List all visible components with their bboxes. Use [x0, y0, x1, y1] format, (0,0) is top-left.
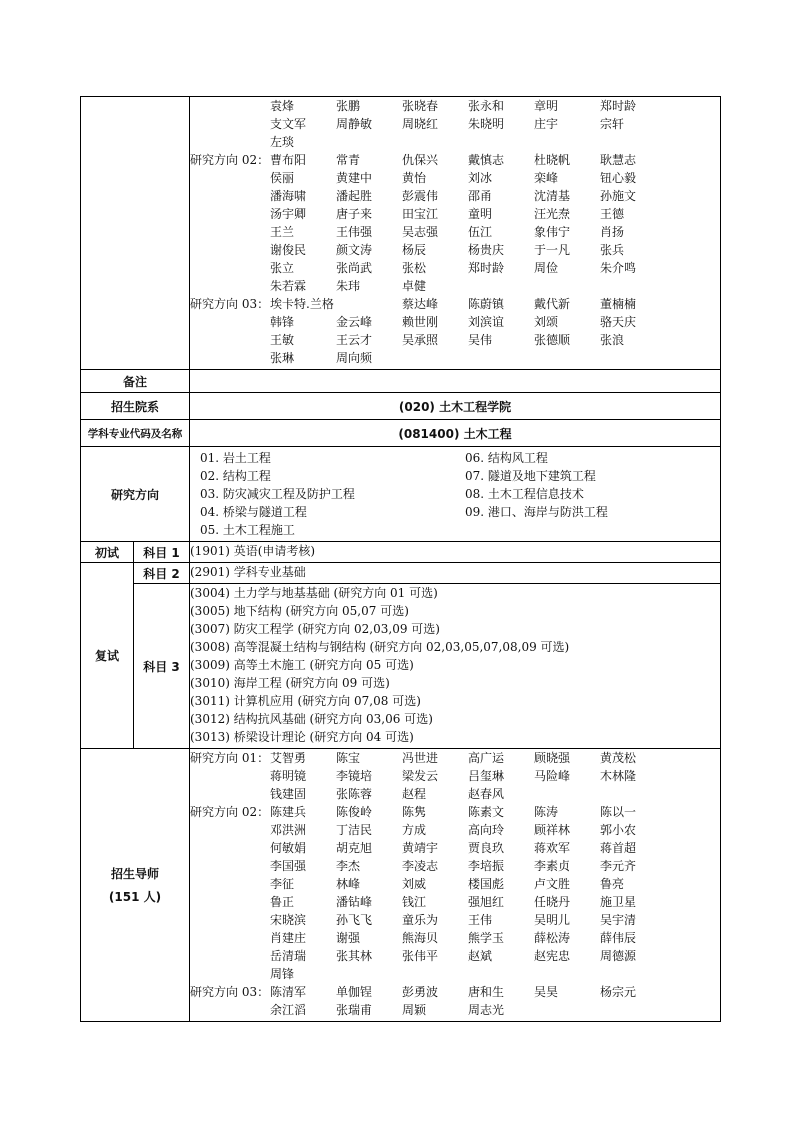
- advisor-name: 胡克旭: [336, 841, 373, 855]
- advisor-name: 周德源: [600, 949, 637, 963]
- advisor-name: 陈涛: [534, 805, 559, 819]
- advisor-name: 张松: [402, 261, 427, 275]
- subject3-item: (3004) 土力学与地基基础 (研究方向 01 可选): [190, 586, 438, 600]
- direction-item: 05. 土木工程施工: [200, 523, 295, 537]
- direction-prefix: [190, 893, 270, 911]
- direction-prefix: [190, 97, 270, 115]
- advisor-name: 钮心毅: [600, 171, 637, 185]
- advisors-label-cell: [81, 749, 190, 1022]
- advisor-name: 唐和生: [468, 985, 505, 999]
- advisor-name: 薛伟辰: [600, 931, 637, 945]
- advisor-name: 李凌志: [402, 859, 439, 873]
- advisor-name: 黄茂松: [600, 751, 637, 765]
- advisor-name: 杨宗元: [600, 985, 637, 999]
- advisor-name: 李培振: [468, 859, 505, 873]
- advisor-line: [190, 929, 720, 947]
- advisor-name: 周锋: [270, 967, 295, 981]
- direction-item: 07. 隧道及地下建筑工程: [465, 469, 596, 483]
- advisor-name: 陈宝: [336, 751, 361, 765]
- direction-prefix: [190, 929, 270, 947]
- retest-label: 复试: [81, 563, 134, 749]
- advisor-name: 埃卡特.兰格: [270, 297, 334, 311]
- direction-prefix: [190, 839, 270, 857]
- advisor-name: 袁烽: [270, 99, 295, 113]
- advisor-line: [190, 875, 720, 893]
- advisor-name: 于一凡: [534, 243, 571, 257]
- advisor-name: 吴明儿: [534, 913, 571, 927]
- advisor-name: 章明: [534, 99, 559, 113]
- advisor-name: 栾峰: [534, 171, 559, 185]
- advisor-name: 陈建兵: [270, 805, 307, 819]
- remarks-row: [81, 370, 721, 393]
- initial-subject1-label: 科目 1: [134, 542, 190, 563]
- advisor-continuation-list: [190, 97, 721, 370]
- advisor-line: [190, 133, 720, 151]
- direction-prefix: [190, 187, 270, 205]
- advisor-name: 谢强: [336, 931, 361, 945]
- direction-item: 09. 港口、海岸与防洪工程: [465, 505, 608, 519]
- retest-subject3-label: 科目 3: [134, 584, 190, 749]
- advisor-name: 邓洪洲: [270, 823, 307, 837]
- advisor-line: [190, 965, 720, 983]
- major-value: (081400) 土木工程: [190, 420, 721, 447]
- advisors-label: 招生导师: [110, 867, 159, 881]
- advisor-name: 岳清瑞: [270, 949, 307, 963]
- subject3-item: (3008) 高等混凝土结构与钢结构 (研究方向 02,03,05,07,08,09 可选): [190, 640, 570, 654]
- retest-subject2-row: [81, 563, 721, 584]
- advisor-name: 潘钻峰: [336, 895, 373, 909]
- advisor-name: 张琳: [270, 351, 295, 365]
- advisor-name: 张立: [270, 261, 295, 275]
- advisor-name: 赖世刚: [402, 315, 439, 329]
- advisor-name: 李镜培: [336, 769, 373, 783]
- advisor-name: 童明: [468, 207, 493, 221]
- advisor-name: [336, 295, 402, 313]
- advisor-name: 张瑞甫: [336, 1003, 373, 1017]
- advisor-name: 艾智勇: [270, 751, 307, 765]
- direction-prefix: 研究方向 02：: [190, 805, 270, 819]
- direction-prefix: [190, 223, 270, 241]
- advisor-line: [190, 767, 720, 785]
- subject3-item: (3012) 结构抗风基础 (研究方向 03,06 可选): [190, 712, 433, 726]
- advisor-line: [190, 821, 720, 839]
- advisor-name: 杨贵庆: [468, 243, 505, 257]
- advisor-name: 蒋欢军: [534, 841, 571, 855]
- advisor-name: 李素贞: [534, 859, 571, 873]
- remarks-value: [190, 370, 721, 393]
- advisor-line: [190, 749, 720, 767]
- advisor-name: 肖建庄: [270, 931, 307, 945]
- direction-prefix: 研究方向 01：: [190, 751, 270, 765]
- advisor-continuation-label-cell: [81, 97, 190, 370]
- advisor-line: [190, 947, 720, 965]
- direction-prefix: [190, 169, 270, 187]
- advisor-name: 耿慧志: [600, 153, 637, 167]
- advisor-name: 刘冰: [468, 171, 493, 185]
- advisor-name: 吴昊: [534, 985, 559, 999]
- retest-subject3-list: [190, 584, 721, 749]
- advisor-name: 杜晓帆: [534, 153, 571, 167]
- advisor-line: [190, 803, 720, 821]
- advisor-name: 李国强: [270, 859, 307, 873]
- advisor-name: 黄怡: [402, 171, 427, 185]
- advisor-name: 高广运: [468, 751, 505, 765]
- advisor-name: 孙飞飞: [336, 913, 373, 927]
- advisor-line: [190, 223, 720, 241]
- retest-subject3-row: [81, 584, 721, 749]
- initial-exam-label: 初试: [81, 542, 134, 563]
- subject3-item: (3005) 地下结构 (研究方向 05,07 可选): [190, 604, 409, 618]
- advisor-line: [190, 857, 720, 875]
- advisor-name: 王德: [600, 207, 625, 221]
- directions-label: 研究方向: [81, 447, 190, 542]
- advisor-name: 骆天庆: [600, 315, 637, 329]
- advisor-name: 方成: [402, 823, 427, 837]
- advisor-name: 王敏: [270, 333, 295, 347]
- direction-prefix: [190, 911, 270, 929]
- retest-subject2-cell: [190, 563, 721, 584]
- advisor-name: 余江滔: [270, 1003, 307, 1017]
- advisor-name: 沈清基: [534, 189, 571, 203]
- advisor-line: [190, 277, 720, 295]
- advisor-line: [190, 911, 720, 929]
- advisor-line: [190, 983, 720, 1001]
- advisor-name: 张尚武: [336, 261, 373, 275]
- advisor-line: [190, 169, 720, 187]
- direction-prefix: [190, 1001, 270, 1019]
- direction-prefix: [190, 241, 270, 259]
- advisor-name: 熊学玉: [468, 931, 505, 945]
- advisor-name: 颜文涛: [336, 243, 373, 257]
- advisor-name: 张德顺: [534, 333, 571, 347]
- subject3-item: (3009) 高等土木施工 (研究方向 05 可选): [190, 658, 414, 672]
- school-row: [81, 393, 721, 420]
- advisor-name: 鲁亮: [600, 877, 625, 891]
- advisor-name: 曹布阳: [270, 153, 307, 167]
- advisor-line: [190, 1001, 720, 1019]
- advisor-name: 鲁正: [270, 895, 295, 909]
- advisor-name: 肖扬: [600, 225, 625, 239]
- direction-prefix: [190, 767, 270, 785]
- advisor-line: [190, 241, 720, 259]
- advisor-name: 王伟: [468, 913, 493, 927]
- advisor-name: 林峰: [336, 877, 361, 891]
- advisor-line: [190, 205, 720, 223]
- advisor-name: 董楠楠: [600, 297, 637, 311]
- direction-prefix: [190, 133, 270, 151]
- advisor-name: 刘滨谊: [468, 315, 505, 329]
- advisor-name: 吴伟: [468, 333, 493, 347]
- retest-subject2-label: 科目 2: [134, 563, 190, 584]
- advisor-name: 朱若霖: [270, 279, 307, 293]
- advisor-name: 韩锋: [270, 315, 295, 329]
- school-label: 招生院系: [81, 393, 190, 420]
- initial-subject1-cell: [190, 542, 721, 563]
- advisor-name: 刘威: [402, 877, 427, 891]
- direction-prefix: [190, 965, 270, 983]
- directions-right-column: [465, 449, 716, 539]
- advisor-name: 冯世进: [402, 751, 439, 765]
- advisor-name: 侯丽: [270, 171, 295, 185]
- advisor-name: 邵甬: [468, 189, 493, 203]
- advisor-name: 唐子来: [336, 207, 373, 221]
- advisor-name: 高向玲: [468, 823, 505, 837]
- direction-prefix: [190, 205, 270, 223]
- advisor-name: 钱建固: [270, 787, 307, 801]
- direction-prefix: [190, 277, 270, 295]
- advisor-name: 钱江: [402, 895, 427, 909]
- advisor-name: 楼国彪: [468, 877, 505, 891]
- initial-subject1-value: (1901) 英语(申请考核): [190, 544, 316, 558]
- advisor-line: [190, 295, 720, 313]
- advisor-line: [190, 97, 720, 115]
- advisor-name: 童乐为: [402, 913, 439, 927]
- subject3-item: (3011) 计算机应用 (研究方向 07,08 可选): [190, 694, 421, 708]
- advisor-name: 施卫星: [600, 895, 637, 909]
- major-row: [81, 420, 721, 447]
- admission-table-page: [80, 96, 720, 1022]
- advisor-name: 陈清军: [270, 985, 307, 999]
- advisor-name: 彭震伟: [402, 189, 439, 203]
- direction-item: 06. 结构风工程: [465, 451, 548, 465]
- advisor-name: 常青: [336, 153, 361, 167]
- direction-item: 08. 土木工程信息技术: [465, 487, 584, 501]
- advisor-continuation-row: [81, 97, 721, 370]
- advisor-name: 顾祥林: [534, 823, 571, 837]
- advisor-name: 蒋明镜: [270, 769, 307, 783]
- advisor-name: 吕玺琳: [468, 769, 505, 783]
- advisor-name: 李元齐: [600, 859, 637, 873]
- advisor-name: 卓健: [402, 279, 427, 293]
- advisor-name: 周志光: [468, 1003, 505, 1017]
- advisor-name: 朱介鸣: [600, 261, 637, 275]
- direction-item: 04. 桥梁与隧道工程: [200, 505, 307, 519]
- advisor-line: [190, 839, 720, 857]
- advisor-name: 张鹏: [336, 99, 361, 113]
- major-label: 学科专业代码及名称: [81, 420, 190, 447]
- advisor-name: 黄建中: [336, 171, 373, 185]
- advisor-name: 陈俊岭: [336, 805, 373, 819]
- advisor-name: 张晓春: [402, 99, 439, 113]
- advisor-name: 象伟宁: [534, 225, 571, 239]
- subject3-item: (3007) 防灾工程学 (研究方向 02,03,09 可选): [190, 622, 440, 636]
- direction-prefix: [190, 259, 270, 277]
- advisor-name: 谢俊民: [270, 243, 307, 257]
- advisor-name: 卢文胜: [534, 877, 571, 891]
- advisor-name: 王兰: [270, 225, 295, 239]
- directions-cell: [190, 447, 721, 542]
- advisor-name: 王云才: [336, 333, 373, 347]
- advisor-name: 任晓丹: [534, 895, 571, 909]
- advisor-name: 蔡达峰: [402, 297, 439, 311]
- advisor-name: 吴志强: [402, 225, 439, 239]
- direction-prefix: [190, 331, 270, 349]
- advisor-name: 伍江: [468, 225, 493, 239]
- advisor-name: 周向频: [336, 351, 373, 365]
- advisor-name: 顾晓强: [534, 751, 571, 765]
- direction-prefix: [190, 857, 270, 875]
- direction-prefix: [190, 785, 270, 803]
- direction-prefix: [190, 115, 270, 133]
- subject3-item: (3013) 桥梁设计理论 (研究方向 04 可选): [190, 730, 414, 744]
- advisor-line: [190, 893, 720, 911]
- advisor-name: 周颖: [402, 1003, 427, 1017]
- advisor-name: 赵春风: [468, 787, 505, 801]
- advisor-name: 朱玮: [336, 279, 361, 293]
- advisor-line: [190, 187, 720, 205]
- advisor-name: 赵斌: [468, 949, 493, 963]
- advisor-name: 陈隽: [402, 805, 427, 819]
- direction-item: 01. 岩土工程: [200, 451, 271, 465]
- advisor-name: 周静敏: [336, 117, 373, 131]
- advisor-name: 孙施文: [600, 189, 637, 203]
- direction-prefix: 研究方向 02：: [190, 153, 270, 167]
- advisor-name: 仇保兴: [402, 153, 439, 167]
- advisor-name: 梁发云: [402, 769, 439, 783]
- advisor-name: 戴代新: [534, 297, 571, 311]
- advisor-line: [190, 259, 720, 277]
- directions-left-column: [200, 449, 465, 539]
- advisor-name: 张永和: [468, 99, 505, 113]
- advisor-name: 吴承照: [402, 333, 439, 347]
- advisor-name: 马险峰: [534, 769, 571, 783]
- advisor-name: 左琰: [270, 135, 295, 149]
- advisor-line: [190, 313, 720, 331]
- direction-item: 03. 防灾减灾工程及防护工程: [200, 487, 355, 501]
- advisor-name: 张兵: [600, 243, 625, 257]
- advisor-name: 木林隆: [600, 769, 637, 783]
- advisor-name: 黄靖宇: [402, 841, 439, 855]
- advisors-row: [81, 749, 721, 1022]
- advisor-name: 李杰: [336, 859, 361, 873]
- advisor-line: [190, 349, 720, 367]
- direction-item: 02. 结构工程: [200, 469, 271, 483]
- advisor-line: [190, 151, 720, 169]
- advisor-name: 熊海贝: [402, 931, 439, 945]
- advisor-name: 宗轩: [600, 117, 625, 131]
- advisor-name: 何敏娟: [270, 841, 307, 855]
- direction-prefix: [190, 313, 270, 331]
- advisor-name: 汤宇卿: [270, 207, 307, 221]
- advisor-name: 田宝江: [402, 207, 439, 221]
- advisor-name: 刘颂: [534, 315, 559, 329]
- advisor-name: 金云峰: [336, 315, 373, 329]
- advisor-name: 陈以一: [600, 805, 637, 819]
- advisor-name: 蒋首超: [600, 841, 637, 855]
- remarks-label: 备注: [81, 370, 190, 393]
- school-value: (020) 土木工程学院: [190, 393, 721, 420]
- advisor-name: 张浪: [600, 333, 625, 347]
- subject3-item: (3010) 海岸工程 (研究方向 09 可选): [190, 676, 390, 690]
- advisor-name: 强旭红: [468, 895, 505, 909]
- advisor-name: 张陈蓉: [336, 787, 373, 801]
- direction-prefix: [190, 821, 270, 839]
- advisor-name: 潘起胜: [336, 189, 373, 203]
- direction-prefix: [190, 349, 270, 367]
- advisor-name: 戴慎志: [468, 153, 505, 167]
- advisor-name: 赵程: [402, 787, 427, 801]
- advisor-name: 单伽锃: [336, 985, 373, 999]
- advisor-name: 潘海啸: [270, 189, 307, 203]
- advisor-line: [190, 331, 720, 349]
- advisor-name: 李征: [270, 877, 295, 891]
- advisor-name: 王伟强: [336, 225, 373, 239]
- advisor-name: 汪光焘: [534, 207, 571, 221]
- direction-prefix: [190, 947, 270, 965]
- advisor-name: 周俭: [534, 261, 559, 275]
- advisor-name: 朱晓明: [468, 117, 505, 131]
- advisor-name: 郭小农: [600, 823, 637, 837]
- advisor-name: 赵宪忠: [534, 949, 571, 963]
- advisor-name: 薛松涛: [534, 931, 571, 945]
- advisor-name: 支文军: [270, 117, 307, 131]
- advisor-name: 宋晓滨: [270, 913, 307, 927]
- advisor-name: 郑时龄: [468, 261, 505, 275]
- advisor-name: 张伟平: [402, 949, 439, 963]
- advisors-list: [190, 749, 721, 1022]
- direction-prefix: 研究方向 03：: [190, 985, 270, 999]
- directions-row: [81, 447, 721, 542]
- advisor-line: [190, 115, 720, 133]
- direction-prefix: [190, 875, 270, 893]
- advisor-name: 吴宇清: [600, 913, 637, 927]
- advisor-name: 庄宇: [534, 117, 559, 131]
- advisor-name: 张其林: [336, 949, 373, 963]
- advisor-name: 周晓红: [402, 117, 439, 131]
- advisor-name: 丁洁民: [336, 823, 373, 837]
- advisor-name: 彭勇波: [402, 985, 439, 999]
- initial-exam-row: [81, 542, 721, 563]
- advisor-name: 杨辰: [402, 243, 427, 257]
- direction-prefix: 研究方向 03：: [190, 297, 270, 311]
- admission-table: [80, 96, 721, 1022]
- advisor-line: [190, 785, 720, 803]
- advisors-count: (151 人): [108, 890, 162, 904]
- advisor-name: 陈蔚镇: [468, 297, 505, 311]
- advisor-name: 陈素文: [468, 805, 505, 819]
- advisor-name: 郑时龄: [600, 99, 637, 113]
- retest-subject2-value: (2901) 学科专业基础: [190, 565, 306, 579]
- advisor-name: 贾良玖: [468, 841, 505, 855]
